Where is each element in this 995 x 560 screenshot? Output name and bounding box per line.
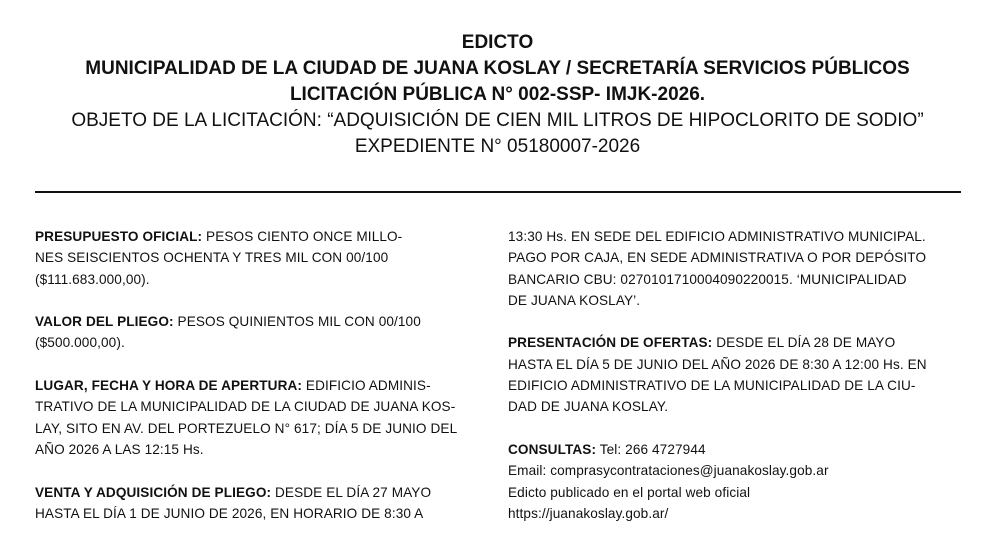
- sale-text: DESDE EL DÍA 27 MAYO: [271, 484, 432, 500]
- opening-section: [35, 375, 490, 460]
- budget-line-3: ($111.683.000,00).: [35, 271, 150, 287]
- budget-label: PRESUPUESTO OFICIAL:: [35, 229, 203, 244]
- specs-value-line-2: ($500.000,00).: [35, 335, 125, 351]
- opening-line-4: AÑO 2026 A LAS 12:15 Hs.: [35, 441, 204, 457]
- budget-section: [35, 226, 490, 290]
- specs-value-line-1: [35, 311, 490, 332]
- budget-line-2: NES SEISCIENTOS OCHENTA Y TRES MIL CON 00/100: [35, 250, 389, 266]
- entity-name: MUNICIPALIDAD DE LA CIUDAD DE JUANA KOSLAY / SECRETARÍA SERVICIOS PÚBLICOS: [85, 58, 910, 79]
- specs-value-section: [35, 311, 490, 354]
- tender-object: OBJETO DE LA LICITACIÓN: “ADQUISICIÓN DE CIEN MIL LITROS DE HIPOCLORITO DE SODIO”: [71, 110, 924, 131]
- opening-line-2: TRATIVO DE LA MUNICIPALIDAD DE LA CIUDAD DE JUANA KOS-: [35, 399, 456, 415]
- offers-line-1: [508, 332, 963, 353]
- offers-section: [508, 332, 963, 417]
- specs-value-label: VALOR DEL PLIEGO:: [35, 314, 174, 330]
- sale-cont-line-3: BANCARIO CBU: 0270101710004090220015. ‘MUNICIPALIDAD: [508, 271, 907, 287]
- inquiries-section: [508, 439, 963, 524]
- sale-cont-line-4: DE JUANA KOSLAY’.: [508, 292, 641, 308]
- portal-url: https://juanakoslay.gob.ar/: [508, 505, 669, 521]
- right-column: [508, 226, 963, 545]
- sale-section: [35, 482, 490, 525]
- header-divider: [35, 191, 961, 193]
- opening-line-1: [35, 375, 490, 396]
- phone-text: Tel: 266 4727944: [596, 441, 706, 457]
- offers-line-4: DAD DE JUANA KOSLAY.: [508, 399, 669, 415]
- left-column: [35, 226, 490, 545]
- opening-line-3: LAY, SITO EN AV. DEL PORTEZUELO N° 617; DÍA 5 DE JUNIO DEL: [35, 420, 458, 436]
- sale-line-1: [35, 482, 490, 503]
- specs-value-text: PESOS QUINIENTOS MIL CON 00/100: [173, 314, 421, 330]
- email-text: Email: comprasycontrataciones@juanakoslay.gob.ar: [508, 463, 829, 479]
- inquiries-line-1: [508, 439, 963, 460]
- portal-note: Edicto publicado en el portal web oficial: [508, 484, 751, 500]
- budget-line-1: [35, 226, 490, 247]
- offers-line-3: EDIFICIO ADMINISTRATIVO DE LA MUNICIPALIDAD DE LA CIU-: [508, 378, 916, 394]
- sale-continued-section: [508, 226, 963, 311]
- budget-text: PESOS CIENTO ONCE MILLO-: [202, 229, 403, 244]
- offers-line-2: HASTA EL DÍA 5 DE JUNIO DEL AÑO 2026 DE 8:30 A 12:00 Hs. EN: [508, 356, 927, 372]
- sale-cont-line-1: 13:30 Hs. EN SEDE DEL EDIFICIO ADMINISTRATIVO MUNICIPAL.: [508, 229, 926, 244]
- file-number: EXPEDIENTE N° 05180007-2026: [354, 136, 641, 157]
- opening-label: LUGAR, FECHA Y HORA DE APERTURA:: [35, 378, 303, 394]
- tender-number: LICITACIÓN PÚBLICA N° 002-SSP- IMJK-2026.: [289, 84, 706, 105]
- edict-header: [0, 30, 995, 160]
- edict-title: EDICTO: [461, 32, 534, 53]
- opening-text: EDIFICIO ADMINIS-: [302, 378, 431, 394]
- offers-label: PRESENTACIÓN DE OFERTAS:: [508, 335, 713, 351]
- sale-label: VENTA Y ADQUISICIÓN DE PLIEGO:: [35, 484, 272, 500]
- inquiries-label: CONSULTAS:: [508, 441, 597, 457]
- sale-line-2: HASTA EL DÍA 1 DE JUNIO DE 2026, EN HORARIO DE 8:30 A: [35, 505, 424, 521]
- offers-text: DESDE EL DÍA 28 DE MAYO: [712, 335, 896, 351]
- sale-cont-line-2: PAGO POR CAJA, EN SEDE ADMINISTRATIVA O POR DEPÓSITO: [508, 250, 927, 266]
